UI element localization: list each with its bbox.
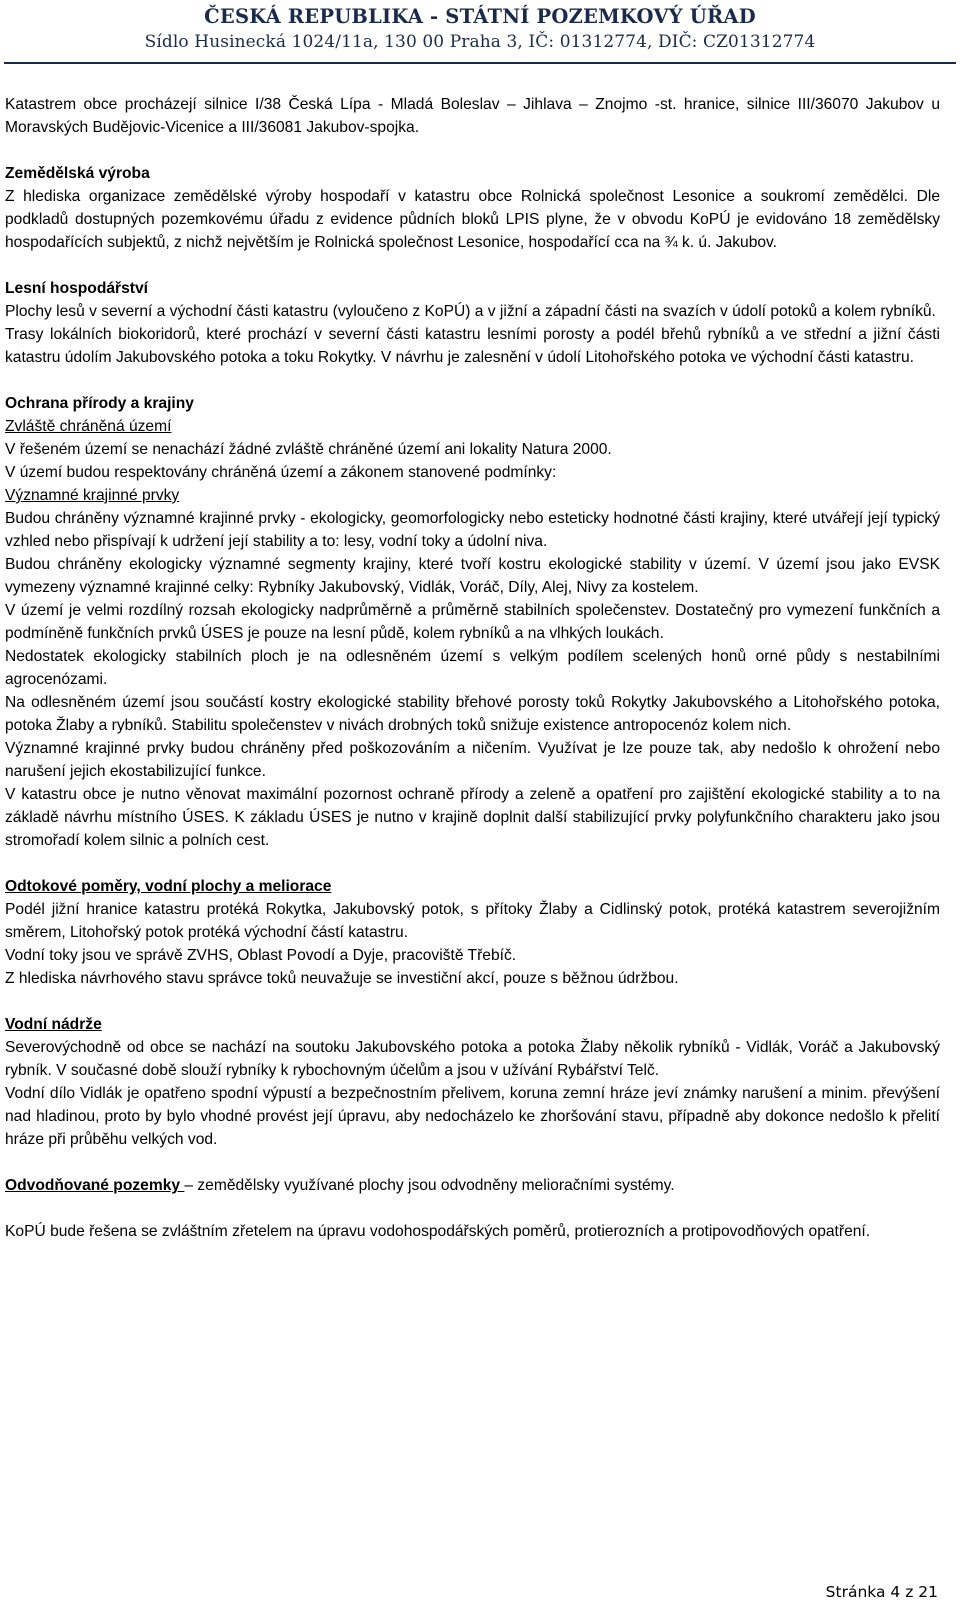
- reservoirs-paragraph-2: Vodní dílo Vidlák je opatřeno spodní výpustí a bezpečnostním přelivem, koruna zemní hráze jeví známky narušení a minim. převýšení nad hladinou, proto by bylo vhodné provést její úpravu, aby nedocházelo ke zhoršování stavu, případně aby dokonce nedošlo k přelití hráze při průběhu velkých vod.: [5, 1085, 940, 1148]
- nature-paragraph-8: Významné krajinné prvky budou chráněny před poškozováním a ničením. Využívat je lze pouze tak, aby nedošlo k ohrožení nebo narušení jejich ekostabilizující funkce.: [5, 740, 940, 780]
- nature-paragraph-1: V řešeném území se nenachází žádné zvláště chráněné území ani lokality Natura 2000.: [5, 441, 612, 458]
- intro-paragraph: Katastrem obce procházejí silnice I/38 Česká Lípa - Mladá Boleslav – Jihlava – Znojmo -st. hranice, silnice III/36070 Jakubov u Moravských Budějovic-Vicenice a III/36081 Jakubov-spojka.: [5, 96, 940, 136]
- nature-paragraph-7: Na odlesněném území jsou součástí kostry ekologické stability břehové porosty toků Rokytky Jakubovského a Litohořského potoka, potoka Žlaby a rybníků. Stabilitu společenstev v nivách drobných toků snižuje existence antropocenóz kolem nich.: [5, 694, 940, 734]
- section-runoff: [5, 875, 940, 990]
- nature-paragraph-3: Budou chráněny významné krajinné prvky - ekologicky, geomorfologicky nebo esteticky hodnotné části krajiny, které utvářejí její typický vzhled nebo přispívají k udržení její stability a to: lesy, vodní toky a údolní niva.: [5, 510, 940, 550]
- section-closing: [5, 1220, 940, 1243]
- forestry-heading: Lesní hospodářství: [5, 280, 148, 297]
- page-number: Stránka 4 z 21: [825, 1583, 938, 1601]
- page-header: [0, 0, 960, 54]
- document-body: [5, 93, 940, 1243]
- nature-subheading-landscape: Významné krajinné prvky: [5, 487, 180, 504]
- runoff-heading: Odtokové poměry, vodní plochy a meliorace: [5, 878, 332, 895]
- nature-paragraph-5: V území je velmi rozdílný rozsah ekologicky nadprůměrně a průměrně stabilních společenstev. Dostatečný pro vymezení funkčních a podmíněně funkčních prvků ÚSES je pouze na lesní půdě, kolem rybníků a na vlhkých loukách.: [5, 602, 940, 642]
- header-address: Sídlo Husinecká 1024/11a, 130 00 Praha 3, IČ: 01312774, DIČ: CZ01312774: [144, 32, 816, 52]
- section-reservoirs: [5, 1013, 940, 1151]
- reservoirs-heading: Vodní nádrže: [5, 1016, 102, 1033]
- nature-paragraph-6: Nedostatek ekologicky stabilních ploch je na odlesněném území s velkým podílem scelených honů orné půdy s nestabilními agrocenózami.: [5, 648, 940, 688]
- nature-paragraph-2: V území budou respektovány chráněná území a zákonem stanovené podmínky:: [5, 464, 557, 481]
- agriculture-text: Z hlediska organizace zemědělské výroby hospodaří v katastru obce Rolnická společnost Lesonice a soukromí zemědělci. Dle podkladů dostupných pozemkovému úřadu z evidence půdních bloků LPIS plyne, že v obvodu KoPÚ je evidováno 18 zemědělsky hospodařících subjektů, z nichž největším je Rolnická společnost Lesonice, hospodařící cca na ¾ k. ú. Jakubov.: [5, 188, 940, 251]
- header-title: ČESKÁ REPUBLIKA - STÁTNÍ POZEMKOVÝ ÚŘAD: [204, 5, 756, 28]
- section-forestry: [5, 277, 940, 369]
- forestry-paragraph-2: Trasy lokálních biokoridorů, které prochází v severní části katastru lesními porosty a podél břehů rybníků a ve střední a jižní části katastru údolím Jakubovského potoka a toku Rokytky. V návrhu je zalesnění v údolí Litohořského potoka ve východní části katastru.: [5, 326, 940, 366]
- nature-heading: Ochrana přírody a krajiny: [5, 395, 194, 412]
- forestry-paragraph-1: Plochy lesů v severní a východní části katastru (vyloučeno z KoPÚ) a v jižní a západní části na svazích v údolí potoků a kolem rybníků.: [5, 303, 936, 320]
- runoff-paragraph-1: Podél jižní hranice katastru protéká Rokytka, Jakubovský potok, s přítoky Žlaby a Cidlinský potok, protéká katastrem severojižním směrem, Litohořský potok protéká východní částí katastru.: [5, 901, 940, 941]
- drained-land-heading: Odvodňované pozemky: [5, 1177, 185, 1194]
- agriculture-heading: Zemědělská výroba: [5, 165, 150, 182]
- drained-land-text: – zemědělsky využívané plochy jsou odvodněny melioračními systémy.: [184, 1177, 675, 1194]
- nature-subheading-protected: Zvláště chráněná území: [5, 418, 172, 435]
- closing-paragraph: KoPÚ bude řešena se zvláštním zřetelem na úpravu vodohospodářských poměrů, protierozních a protipovodňových opatření.: [5, 1223, 871, 1240]
- nature-paragraph-4: Budou chráněny ekologicky významné segmenty krajiny, které tvoří kostru ekologické stability v území. V území jsou jako EVSK vymezeny významné krajinné celky: Rybníky Jakubovský, Vidlák, Voráč, Díly, Alej, Nivy za kostelem.: [5, 556, 940, 596]
- section-agriculture: [5, 162, 940, 254]
- section-drained-land: [5, 1174, 940, 1197]
- reservoirs-paragraph-1: Severovýchodně od obce se nachází na soutoku Jakubovského potoka a potoka Žlaby několik rybníků - Vidlák, Voráč a Jakubovský rybník. V současné době slouží rybníky k rybochovným účelům a jsou v užívání Rybářství Telč.: [5, 1039, 940, 1079]
- runoff-paragraph-3: Z hlediska návrhového stavu správce toků neuvažuje se investiční akcí, pouze s běžnou údržbou.: [5, 970, 679, 987]
- header-divider: [4, 62, 956, 64]
- drained-land-paragraph: [5, 1174, 940, 1197]
- section-nature: [5, 392, 940, 852]
- runoff-paragraph-2: Vodní toky jsou ve správě ZVHS, Oblast Povodí a Dyje, pracoviště Třebíč.: [5, 947, 517, 964]
- nature-paragraph-9: V katastru obce je nutno věnovat maximální pozornost ochraně přírody a zeleně a opatření pro zajištění ekologické stability a to na základě návrhu místního ÚSES. K základu ÚSES je nutno v krajině doplnit další stabilizující prvky polyfunkčního charakteru jako jsou stromořadí kolem silnic a polních cest.: [5, 786, 940, 849]
